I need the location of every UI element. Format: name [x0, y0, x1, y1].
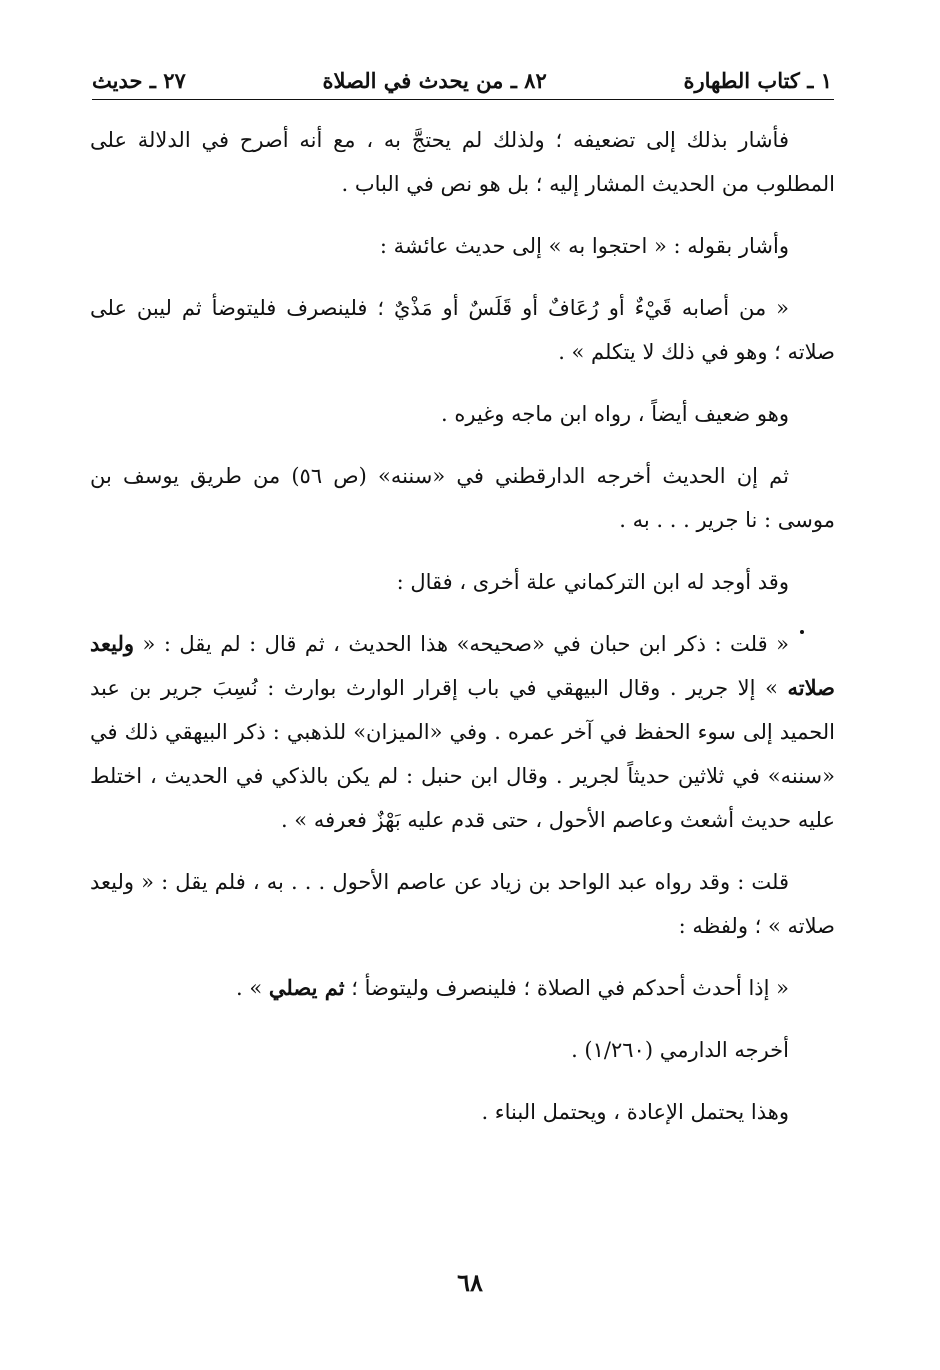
quote-bold-text: وليعد صلاته: [90, 631, 835, 700]
quote-text: » .: [236, 976, 269, 1000]
quoted-hadith: [90, 966, 835, 1010]
header-book-title: ١ ـ كتاب الطهارة: [683, 67, 832, 93]
quoted-hadith: « من أصابه قَيْءٌ أو رُعَافٌ أو قَلَسٌ أو مَذْيٌ ؛ فلينصرف فليتوضأ ثم ليبن على صلاته ؛ وهو في ذلك لا يتكلم » .: [90, 296, 835, 364]
paragraph: وقد أوجد له ابن التركماني علة أخرى ، فقال :: [396, 570, 789, 594]
quoted-commentary: [90, 622, 835, 842]
paragraph: قلت : وقد رواه عبد الواحد بن زياد عن عاصم الأحول . . . به ، فلم يقل : « وليعد صلاته » ؛ ولفظه :: [90, 870, 835, 938]
quote-text: « إذا أحدث أحدكم في الصلاة ؛ فلينصرف وليتوضأ ؛: [344, 976, 789, 1000]
paragraph: أخرجه الدارمي (١/٢٦٠) .: [571, 1038, 789, 1062]
quote-bold-text: ثم يصلي: [268, 975, 345, 1000]
paragraph: ثم إن الحديث أخرجه الدارقطني في «سننه» (ص ٥٦) من طريق يوسف بن موسى : نا جرير . . . به .: [90, 464, 835, 532]
page-number: ٦٨: [457, 1268, 483, 1297]
paragraph: وهو ضعيف أيضاً ، رواه ابن ماجه وغيره .: [441, 402, 789, 426]
quote-text: « قلت : ذكر ابن حبان في «صحيحه» هذا الحديث ، ثم قال : لم يقل : «: [134, 632, 789, 656]
paragraph: وأشار بقوله : « احتجوا به » إلى حديث عائشة :: [379, 234, 789, 258]
running-header: [92, 62, 832, 98]
header-chapter-title: ٨٢ ـ من يحدث في الصلاة: [322, 67, 547, 93]
ink-dot: [800, 630, 804, 634]
paragraph: فأشار بذلك إلى تضعيفه ؛ ولذلك لم يحتجَّ به ، مع أنه أصرح في الدلالة على المطلوب من الحديث المشار إليه ؛ بل هو نص في الباب .: [90, 128, 835, 196]
page-body: [90, 118, 835, 1152]
paragraph: وهذا يحتمل الإعادة ، ويحتمل البناء .: [481, 1100, 789, 1124]
header-divider: [92, 99, 834, 100]
quote-text: » إلا جرير . وقال البيهقي في باب إقرار الوارث بوارث : نُسِبَ جرير بن عبد الحميد إلى سوء الحفظ في آخر عمره . وفي «الميزان» للذهبي : ذكر البيهقي ذلك في «سننه» في ثلاثين حديثاً لجرير . وقال ابن حنبل : لم يكن بالذكي في الحديث ، اختلط عليه حديث أشعث وعاصم الأحول ، حتى قدم عليه بَهْزٌ فعرفه » .: [90, 676, 835, 832]
header-hadith-number: ٢٧ ـ حديث: [92, 67, 186, 93]
